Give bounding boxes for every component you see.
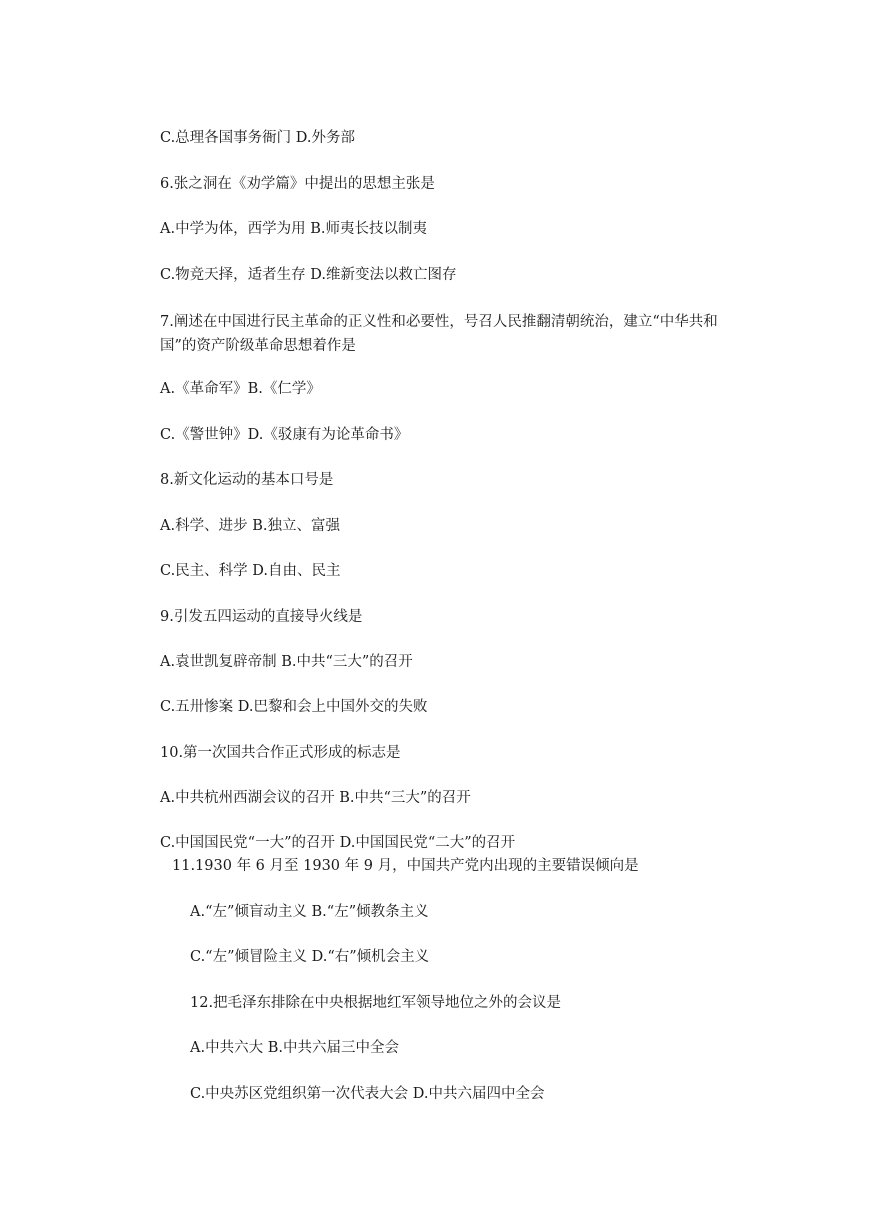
q7-options-cd: C.《警世钟》D.《驳康有为论革命书》 (160, 427, 409, 443)
q11-options-ab: A.“左”倾盲动主义 B.“左”倾教条主义 (190, 904, 429, 920)
q9-options-ab: A.袁世凯复辟帝制 B.中共“三大”的召开 (160, 654, 413, 670)
q12-question: 12.把毛泽东排除在中央根据地红军领导地位之外的会议是 (190, 995, 562, 1011)
q6-options-cd: C.物竞天择，适者生存 D.维新变法以救亡图存 (160, 267, 457, 283)
q5-options-cd: C.总理各国事务衙门 D.外务部 (160, 130, 356, 146)
q10-question: 10.第一次国共合作正式形成的标志是 (160, 745, 401, 761)
q9-options-cd: C.五卅惨案 D.巴黎和会上中国外交的失败 (160, 699, 428, 715)
q8-options-ab: A.科学、进步 B.独立、富强 (160, 518, 340, 534)
q7-options-ab: A.《革命军》B.《仁学》 (160, 381, 321, 397)
q11-question: 11.1930 年 6 月至 1930 年 9 月，中国共产党内出现的主要错误倾向是 (172, 858, 639, 874)
q6-question: 6.张之洞在《劝学篇》中提出的思想主张是 (160, 176, 435, 192)
q11-options-cd: C.“左”倾冒险主义 D.“右”倾机会主义 (190, 949, 430, 965)
q9-question: 9.引发五四运动的直接导火线是 (160, 609, 363, 625)
q8-options-cd: C.民主、科学 D.自由、民主 (160, 563, 341, 579)
q10-options-cd: C.中国国民党“一大”的召开 D.中国国民党“二大”的召开 (160, 835, 516, 851)
q12-options-cd: C.中央苏区党组织第一次代表大会 D.中共六届四中全会 (190, 1086, 545, 1102)
q7-question: 7.阐述在中国进行民主革命的正义性和必要性，号召人民推翻清朝统治，建立“中华共和国”的资产阶级革命思想着作是 (160, 314, 718, 354)
q12-options-ab: A.中共六大 B.中共六届三中全会 (190, 1040, 399, 1056)
q10-options-ab: A.中共杭州西湖会议的召开 B.中共“三大”的召开 (160, 790, 471, 806)
q6-options-ab: A.中学为体，西学为用 B.师夷长技以制夷 (160, 221, 427, 237)
q8-question: 8.新文化运动的基本口号是 (160, 472, 334, 488)
